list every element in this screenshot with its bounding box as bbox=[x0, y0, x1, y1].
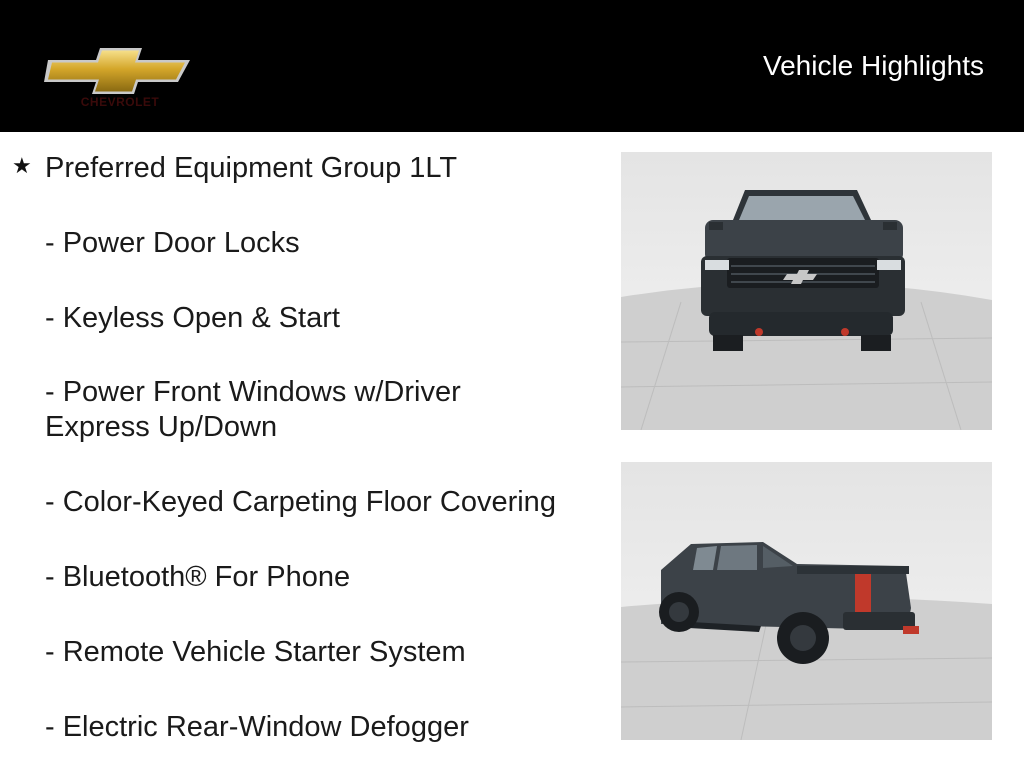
feature-item: - Bluetooth® For Phone bbox=[45, 561, 351, 593]
highlights-list bbox=[0, 132, 600, 768]
equipment-group-title: Preferred Equipment Group 1LT bbox=[45, 152, 458, 184]
feature-item: - Keyless Open & Start bbox=[45, 302, 340, 334]
header-bar bbox=[0, 0, 1024, 132]
feature-item: - Electric Rear-Window Defogger bbox=[45, 711, 469, 743]
chevrolet-wordmark: CHEVROLET bbox=[80, 95, 160, 109]
feature-item: - Remote Vehicle Starter System bbox=[45, 636, 466, 668]
feature-item: - Power Door Locks bbox=[45, 227, 300, 259]
star-icon: ★ bbox=[12, 154, 32, 179]
truck-rear-photo bbox=[621, 462, 992, 740]
feature-item: - Color-Keyed Carpeting Floor Covering bbox=[45, 486, 556, 518]
header-title: Vehicle Highlights bbox=[762, 50, 984, 81]
truck-front-photo bbox=[621, 152, 992, 430]
feature-item: - Power Front Windows w/Driver Express Up/Down bbox=[45, 376, 461, 443]
chevrolet-logo bbox=[44, 30, 194, 110]
